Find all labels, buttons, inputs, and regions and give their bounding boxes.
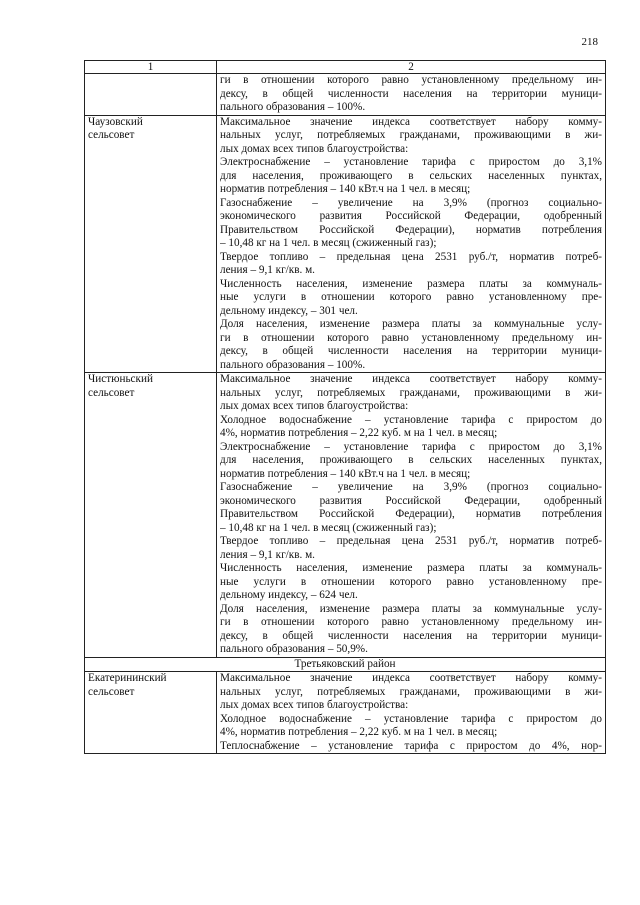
description-line: Правительством Российской Федерации), норматив потребления xyxy=(220,223,602,236)
tariff-description-cell xyxy=(217,74,606,116)
tariff-description-cell xyxy=(217,672,606,754)
description-line: нальных услуг, потребляемых гражданами, проживающими в жи- xyxy=(220,386,602,399)
table-header-row xyxy=(85,61,606,74)
municipality-name-line: сельсовет xyxy=(88,129,135,141)
description-line: ления – 9,1 кг/кв. м. xyxy=(220,548,315,561)
description-line: ги в отношении которого равно установленному предельному ин- xyxy=(220,331,602,344)
tariff-table xyxy=(84,60,606,754)
description-line: ги в отношении которого равно установленному предельному ин- xyxy=(220,616,602,628)
description-line: пального образования – 100%. xyxy=(220,358,366,371)
description-line: лых домах всех типов благоустройства: xyxy=(220,400,409,412)
description-line: экономического развития Российской Федерации, одобренный xyxy=(220,494,602,507)
description-line: Максимальное значение индекса соответствует набору комму- xyxy=(220,672,602,684)
description-line: пального образования – 100%. xyxy=(220,101,366,113)
municipality-name-cell xyxy=(85,672,217,754)
municipality-name-cell xyxy=(85,373,217,658)
description-line: Численность населения, изменение размера платы за коммуналь- xyxy=(220,562,602,574)
page-number: 218 xyxy=(581,36,598,48)
description-line: норматив потребления – 140 кВт.ч на 1 чел. в месяц; xyxy=(220,183,471,195)
description-line: нальных услуг, потребляемых гражданами, проживающими в жи- xyxy=(220,129,602,141)
description-line: ления – 9,1 кг/кв. м. xyxy=(220,264,315,276)
description-line: Правительством Российской Федерации), норматив потребления xyxy=(220,508,602,520)
column-1-header: 1 xyxy=(85,61,217,74)
description-line: Газоснабжение – увеличение на 3,9% (прогноз социально- xyxy=(220,481,602,493)
municipality-name-line: Чаузовский xyxy=(88,115,143,128)
description-line: 4%, норматив потребления – 2,22 куб. м на 1 чел. в месяц; xyxy=(220,427,498,439)
description-line: Доля населения, изменение размера платы за коммунальные услу- xyxy=(220,602,602,615)
municipality-name-line: Екатерининский xyxy=(88,672,167,684)
municipality-name-line: Чистюньский xyxy=(88,373,153,385)
description-line: для населения, проживающего в сельских населенных пунктах, xyxy=(220,454,602,466)
table-row xyxy=(85,115,606,373)
description-line: Максимальное значение индекса соответствует набору комму- xyxy=(220,373,602,385)
description-line: Максимальное значение индекса соответствует набору комму- xyxy=(220,115,602,128)
table-row xyxy=(85,672,606,754)
column-2-header: 2 xyxy=(217,61,606,74)
description-line: Холодное водоснабжение – установление тарифа с приростом до xyxy=(220,413,602,426)
description-line: Твердое топливо – предельная цена 2531 руб./т, норматив потреб- xyxy=(220,250,602,263)
description-line: дельному индексу, – 301 чел. xyxy=(220,304,358,317)
description-line: – 10,48 кг на 1 чел. в месяц (сжиженный газ); xyxy=(220,237,437,249)
municipality-name-line: сельсовет xyxy=(88,386,135,399)
description-line: ные услуги в отношении которого равно установленному пре- xyxy=(220,291,602,303)
municipality-name-cell xyxy=(85,115,217,373)
table-row xyxy=(85,373,606,658)
table-row xyxy=(85,74,606,116)
description-line: дексу, в общей численности населения на территории муници- xyxy=(220,629,602,642)
description-line: лых домах всех типов благоустройства: xyxy=(220,142,409,155)
description-line: Газоснабжение – увеличение на 3,9% (прогноз социально- xyxy=(220,196,602,209)
description-line: Твердое топливо – предельная цена 2531 руб./т, норматив потреб- xyxy=(220,535,602,547)
description-line: экономического развития Российской Федерации, одобренный xyxy=(220,210,602,222)
description-line: нальных услуг, потребляемых гражданами, проживающими в жи- xyxy=(220,685,602,698)
tariff-description-cell xyxy=(217,373,606,658)
description-line: дексу, в общей численности населения на территории муници- xyxy=(220,345,602,357)
description-line: лых домах всех типов благоустройства: xyxy=(220,699,409,711)
description-line: Холодное водоснабжение – установление тарифа с приростом до xyxy=(220,712,602,725)
region-heading: Третьяковский район xyxy=(85,657,606,672)
description-line: норматив потребления – 140 кВт.ч на 1 чел. в месяц; xyxy=(220,467,471,480)
description-line: пального образования – 50,9%. xyxy=(220,643,368,655)
description-line: ные услуги в отношении которого равно установленному пре- xyxy=(220,575,602,588)
description-line: Электроснабжение – установление тарифа с приростом до 3,1% xyxy=(220,440,602,453)
description-line: дексу, в общей численности населения на территории муници- xyxy=(220,87,602,100)
description-line: Доля населения, изменение размера платы за коммунальные услу- xyxy=(220,318,602,330)
municipality-name-cell xyxy=(85,74,217,116)
description-line: – 10,48 кг на 1 чел. в месяц (сжиженный газ); xyxy=(220,521,437,534)
tariff-description-cell xyxy=(217,115,606,373)
description-line: ги в отношении которого равно установленному предельному ин- xyxy=(220,74,602,86)
municipality-name-line: сельсовет xyxy=(88,685,135,698)
description-line: дельному индексу, – 624 чел. xyxy=(220,589,358,601)
description-line: Электроснабжение – установление тарифа с приростом до 3,1% xyxy=(220,156,602,168)
region-row xyxy=(85,657,606,672)
description-line: 4%, норматив потребления – 2,22 куб. м на 1 чел. в месяц; xyxy=(220,726,498,738)
description-line: Теплоснабжение – установление тарифа с приростом до 4%, нор- xyxy=(220,739,602,752)
description-line: для населения, проживающего в сельских населенных пунктах, xyxy=(220,169,602,182)
description-line: Численность населения, изменение размера платы за коммуналь- xyxy=(220,277,602,290)
